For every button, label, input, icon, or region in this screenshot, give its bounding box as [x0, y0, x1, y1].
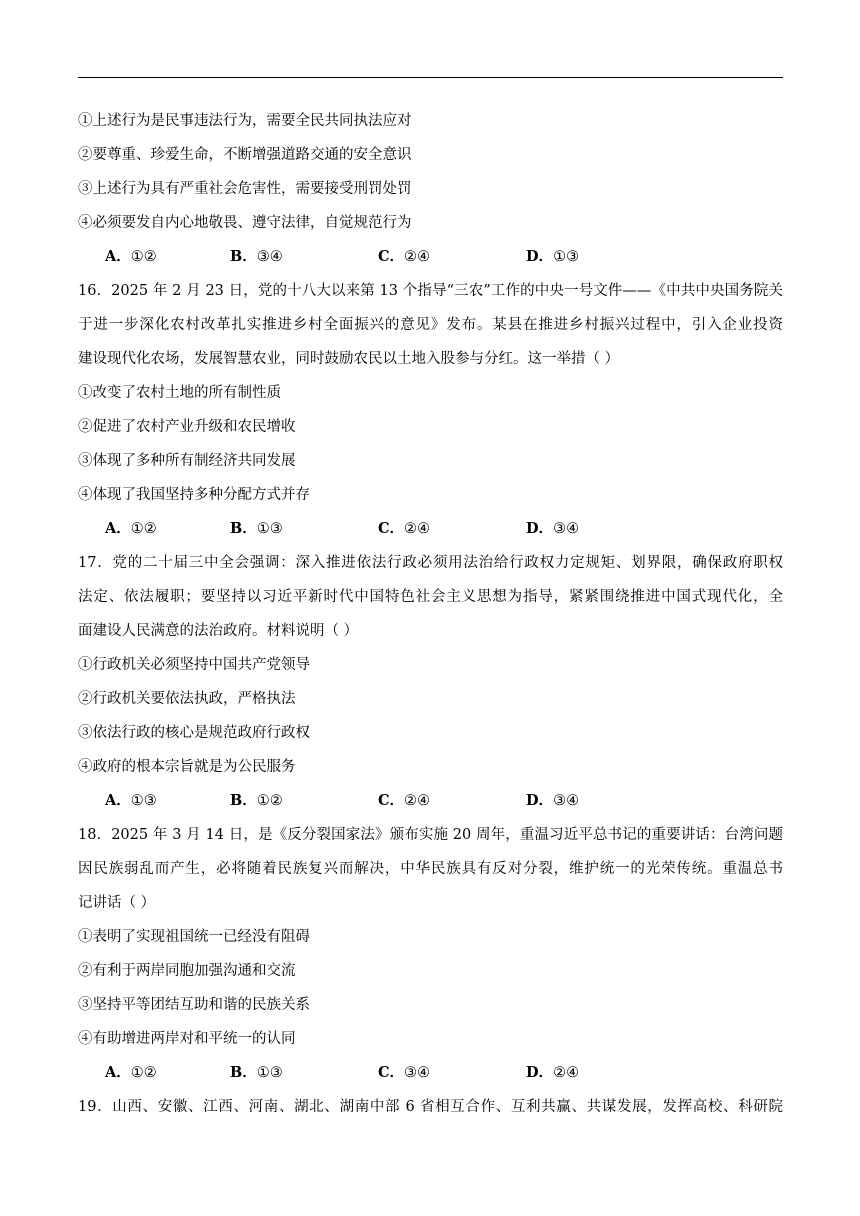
q16-stem-line-2: 于进一步深化农村改革扎实推进乡村全面振兴的意见》发布。某县在推进乡村振兴过程中，引入企业投资 [78, 317, 783, 333]
q18-option-b: B．①③ [230, 1064, 283, 1081]
q15-item-3: ③上述行为具有严重社会危害性，需要接受刑罚处罚 [78, 181, 412, 197]
q16-item-3: ③体现了多种所有制经济共同发展 [78, 453, 296, 469]
q15-option-d: D．①③ [526, 248, 580, 265]
q15-item-1: ①上述行为是民事违法行为，需要全民共同执法应对 [78, 113, 412, 129]
q18-option-a: A．①② [105, 1064, 157, 1081]
q17-stem-line-3: 面建设人民满意的法治政府。材料说明（ ） [78, 623, 359, 639]
q18-stem-line-1: 18．2025 年 3 月 14 日，是《反分裂国家法》颁布实施 20 周年，重温习近平总书记的重要讲话：台湾问题 [78, 827, 783, 843]
q18-item-2: ②有利于两岸同胞加强沟通和交流 [78, 963, 296, 979]
q15-option-a: A．①② [105, 248, 157, 265]
q15-item-2: ②要尊重、珍爱生命，不断增强道路交通的安全意识 [78, 147, 412, 163]
q19-stem-line-1: 19．山西、安徽、江西、河南、湖北、湖南中部 6 省相互合作、互利共赢、共谋发展，发挥高校、科研院 [78, 1099, 783, 1115]
q17-option-b: B．①② [230, 792, 283, 809]
q15-item-4: ④必须要发自内心地敬畏、遵守法律，自觉规范行为 [78, 215, 412, 231]
q17-option-a: A．①③ [105, 792, 157, 809]
q17-stem-line-2: 法定、依法履职；要坚持以习近平新时代中国特色社会主义思想为指导，紧紧围绕推进中国式现代化，全 [78, 589, 783, 605]
q17-stem-line-1: 17．党的二十届三中全会强调：深入推进依法行政必须用法治给行政权力定规矩、划界限，确保政府职权 [78, 555, 783, 571]
q17-option-c: C．②④ [378, 792, 431, 809]
q16-option-c: C．②④ [378, 520, 431, 537]
q18-item-3: ③坚持平等团结互助和谐的民族关系 [78, 997, 310, 1013]
header-rule [78, 77, 783, 78]
q16-option-d: D．③④ [526, 520, 580, 537]
q17-option-d: D．③④ [526, 792, 580, 809]
q18-item-4: ④有助增进两岸对和平统一的认同 [78, 1031, 296, 1047]
q16-option-a: A．①② [105, 520, 157, 537]
q15-option-c: C．②④ [378, 248, 431, 265]
q16-item-1: ①改变了农村土地的所有制性质 [78, 385, 281, 401]
q18-option-c: C．③④ [378, 1064, 431, 1081]
q18-option-d: D．②④ [526, 1064, 580, 1081]
q18-stem-line-3: 记讲话（ ） [78, 895, 156, 911]
q17-item-4: ④政府的根本宗旨就是为公民服务 [78, 759, 296, 775]
q16-item-4: ④体现了我国坚持多种分配方式并存 [78, 487, 310, 503]
q16-stem-line-3: 建设现代化农场，发展智慧农业，同时鼓励农民以土地入股参与分红。这一举措（ ） [78, 351, 620, 367]
q15-option-b: B．③④ [230, 248, 283, 265]
q17-item-3: ③依法行政的核心是规范政府行政权 [78, 725, 310, 741]
q18-item-1: ①表明了实现祖国统一已经没有阻碍 [78, 929, 310, 945]
q17-item-1: ①行政机关必须坚持中国共产党领导 [78, 657, 310, 673]
q16-item-2: ②促进了农村产业升级和农民增收 [78, 419, 296, 435]
q17-item-2: ②行政机关要依法执政，严格执法 [78, 691, 296, 707]
q16-stem-line-1: 16．2025 年 2 月 23 日，党的十八大以来第 13 个指导“三农”工作的中央一号文件——《中共中央国务院关 [78, 283, 783, 299]
q18-stem-line-2: 因民族弱乱而产生，必将随着民族复兴而解决，中华民族具有反对分裂，维护统一的光荣传统。重温总书 [78, 861, 783, 877]
q16-option-b: B．①③ [230, 520, 283, 537]
